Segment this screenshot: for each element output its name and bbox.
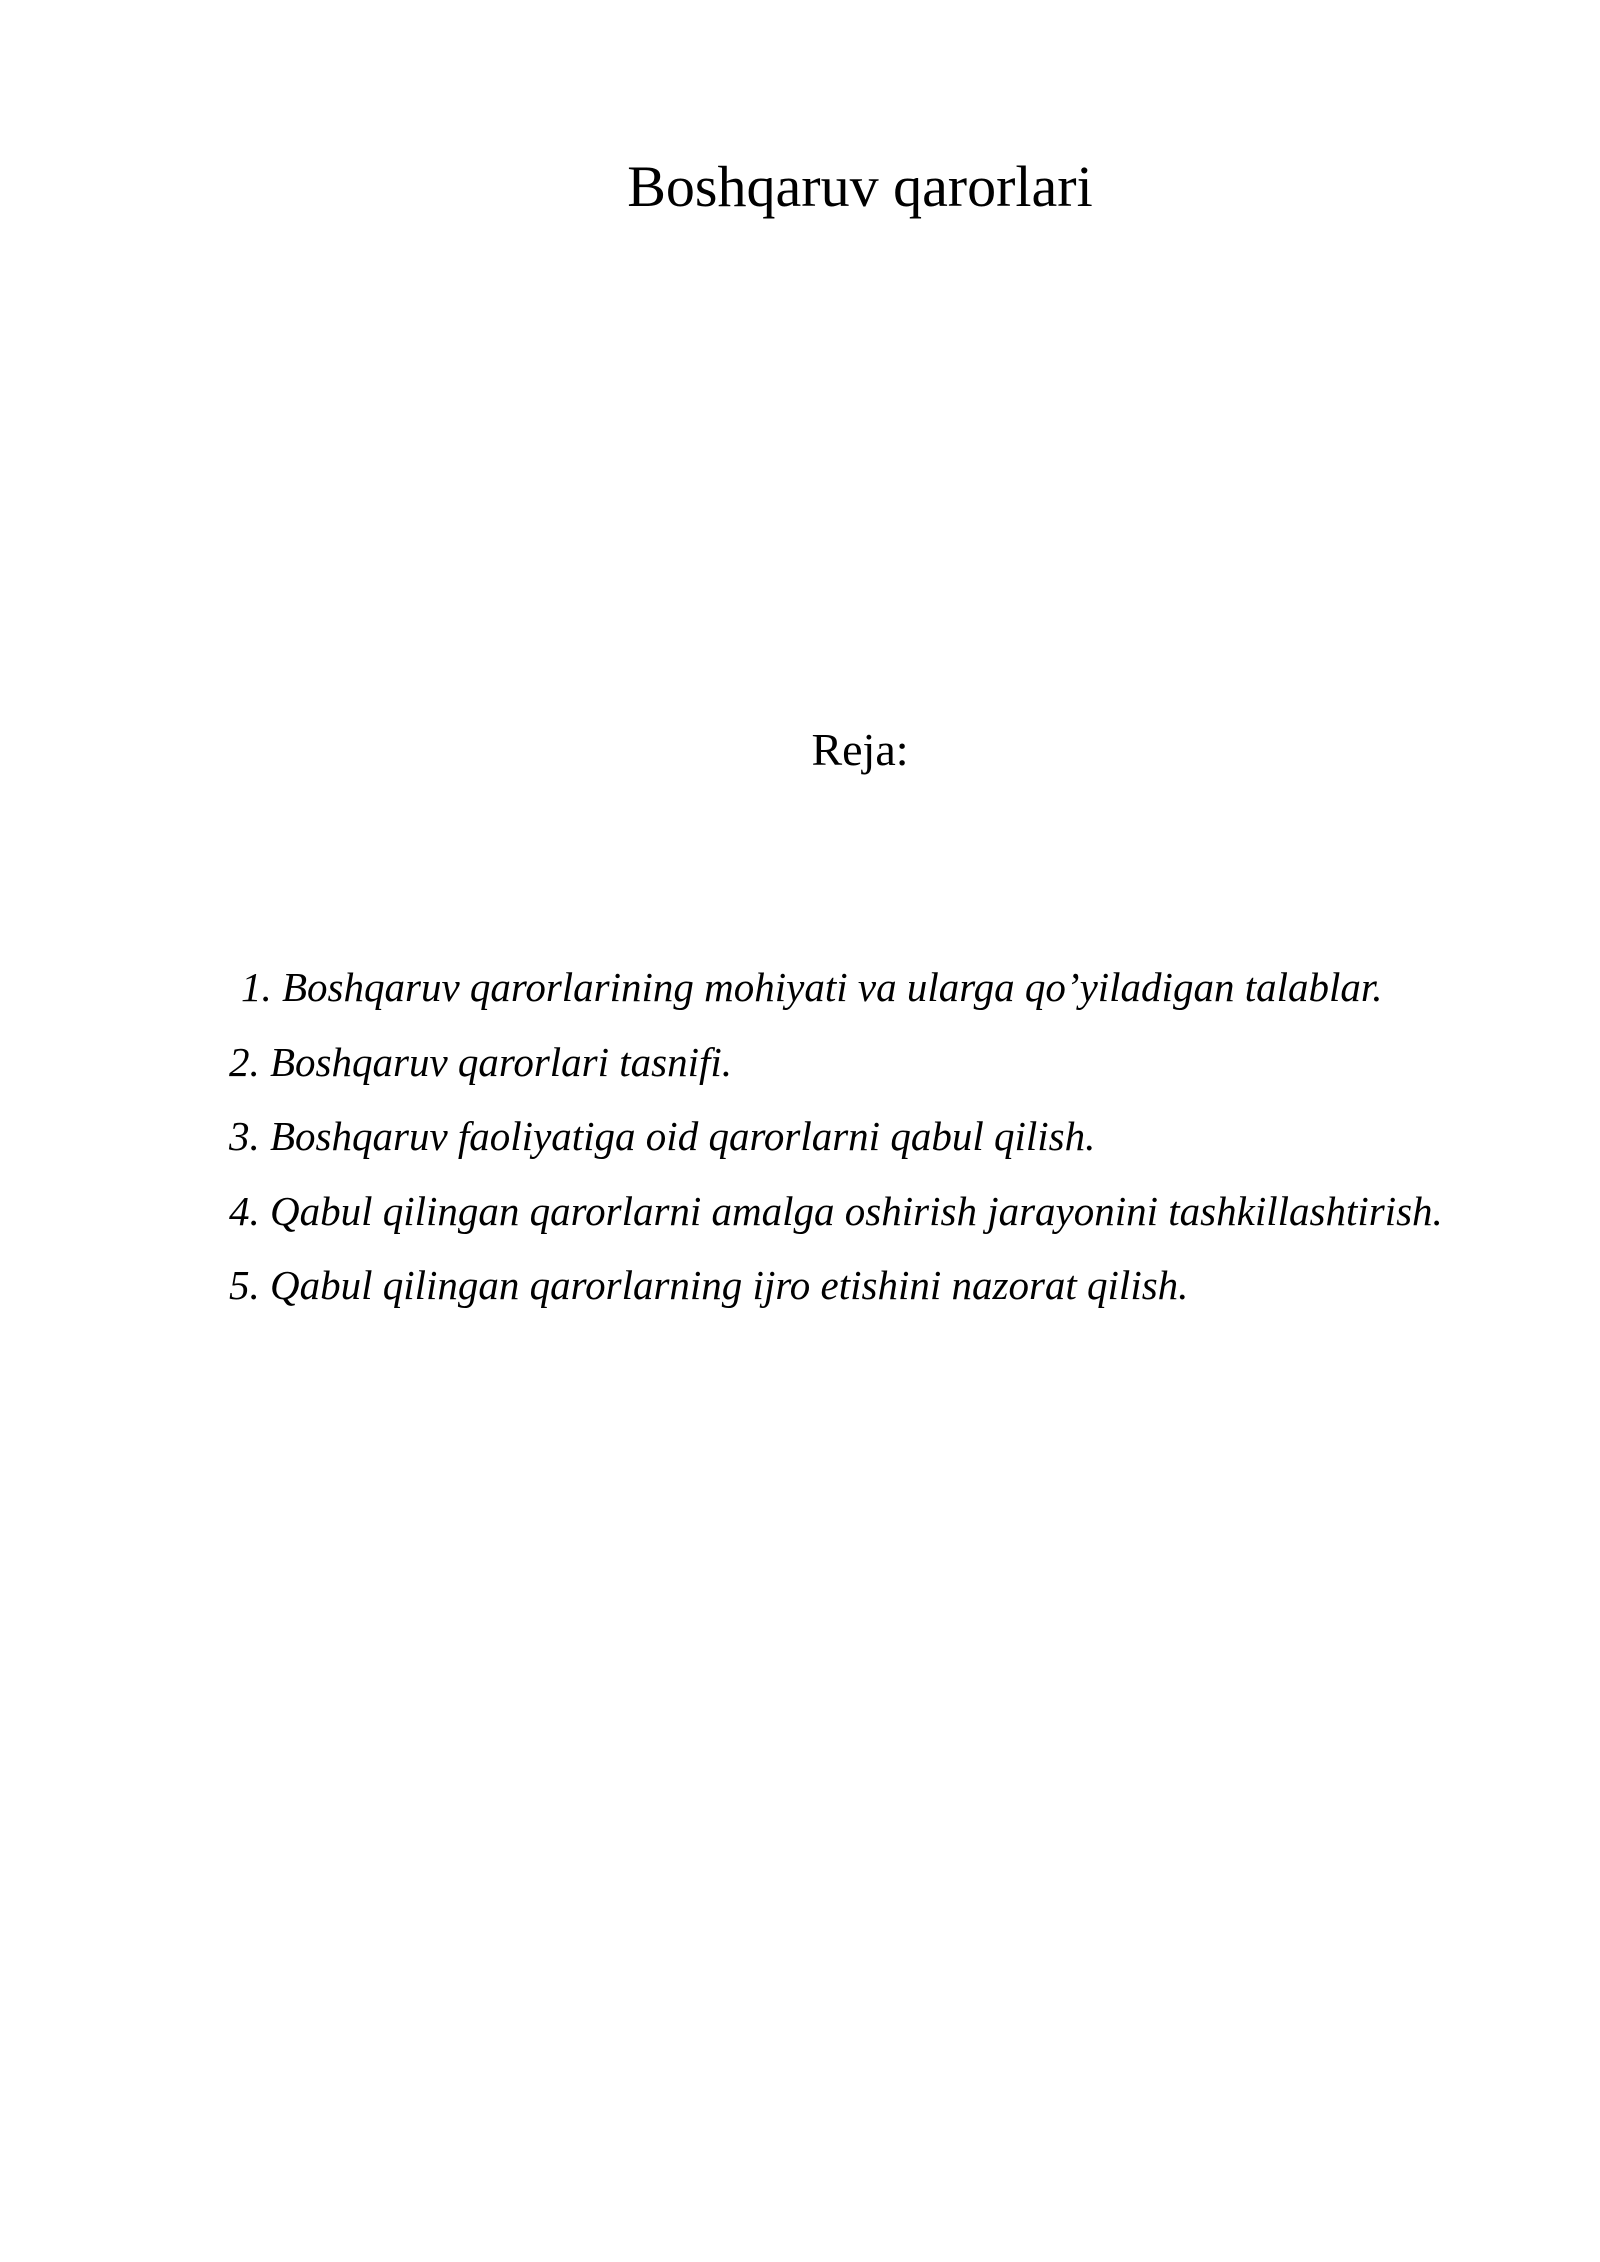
plan-list — [229, 950, 1487, 1323]
document-title: Boshqaruv qarorlari — [627, 154, 1093, 219]
plan-heading: Reja: — [811, 724, 909, 775]
plan-item-1: 1. Boshqaruv qarorlarining mohiyati va ularga qo’yiladigan talablar. — [241, 964, 1383, 1010]
plan-item-5: 5. Qabul qilingan qarorlarning ijro etishini nazorat qilish. — [229, 1262, 1189, 1308]
plan-item-2: 2. Boshqaruv qarorlari tasnifi. — [229, 1038, 733, 1085]
plan-item-3: 3. Boshqaruv faoliyatiga oid qarorlarni qabul qilish. — [229, 1113, 1096, 1159]
plan-item-4: 4. Qabul qilingan qarorlarni amalga oshirish jarayonini tashkillashtirish. — [229, 1187, 1443, 1234]
